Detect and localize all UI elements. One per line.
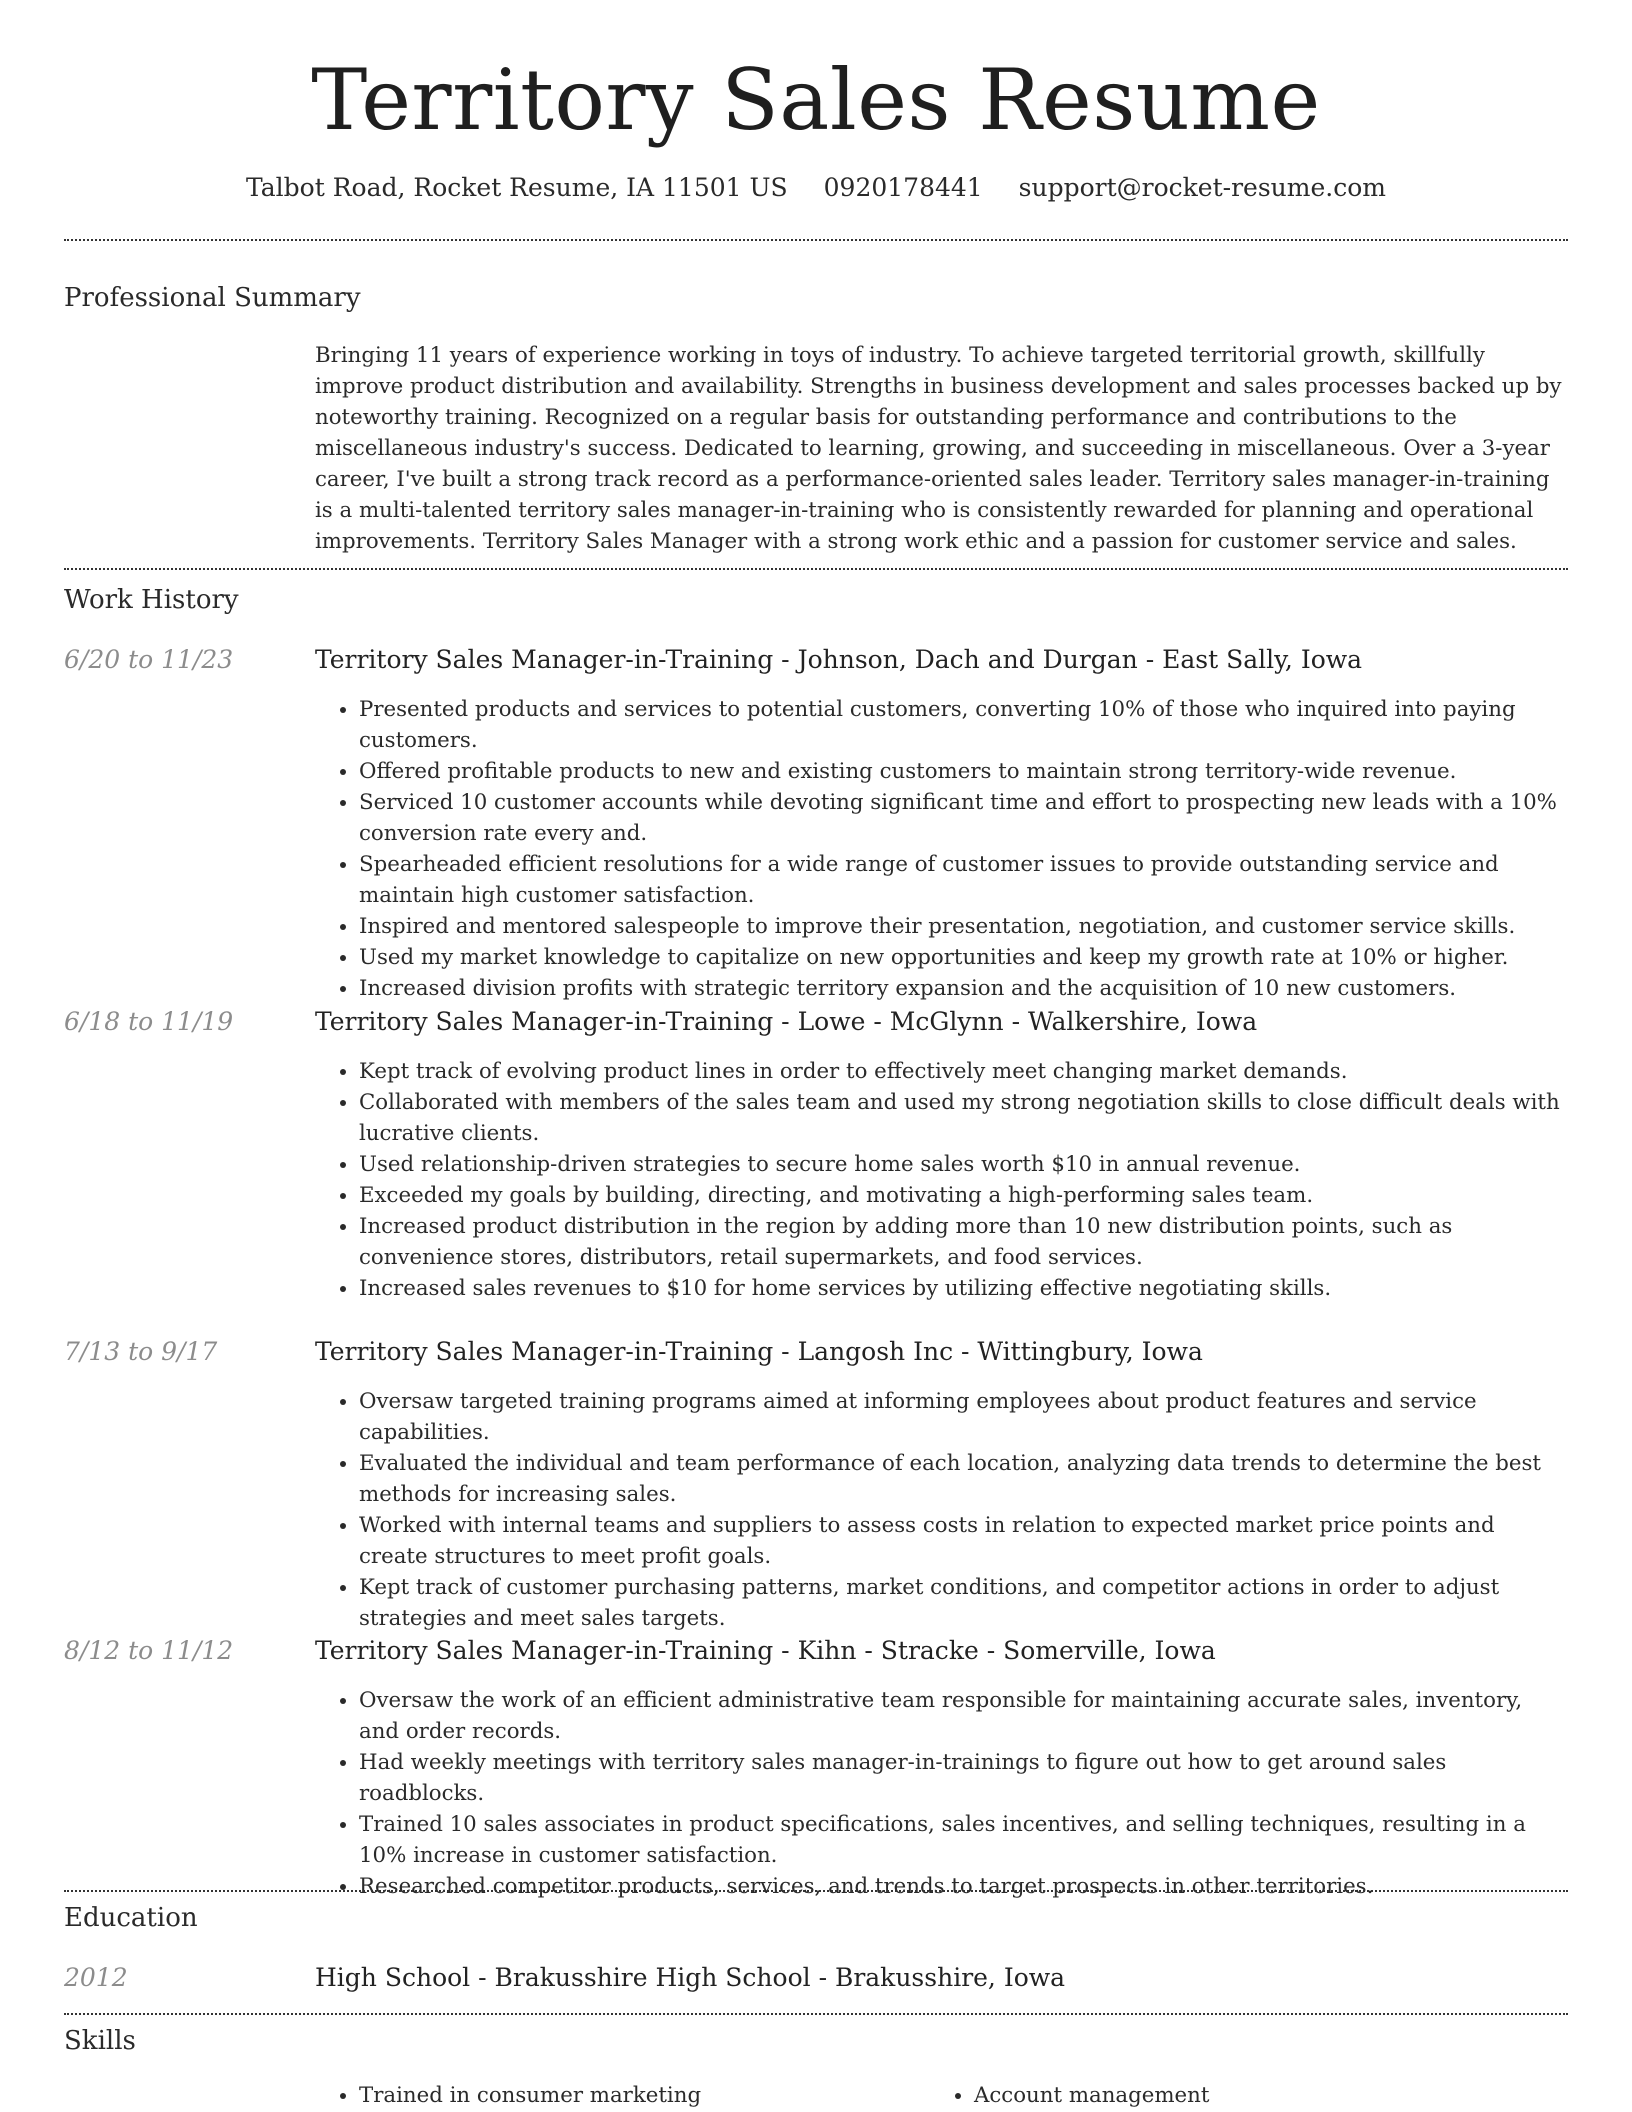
contact-address: Talbot Road, Rocket Resume, IA 11501 US (246, 173, 788, 202)
education-entry: High School - Brakusshire High School - Brakusshire, Iowa (315, 1963, 1066, 1992)
education-year: 2012 (64, 1963, 128, 1992)
job-bullet: • Evaluated the individual and team performance of each location, analyzing data trends to determine the best methods for increasing sales. (359, 1448, 1565, 1510)
job-bullets (315, 1386, 1565, 1634)
job-bullet: • Presented products and services to potential customers, converting 10% of those who inquired into paying customers. (359, 694, 1565, 756)
summary-heading: Professional Summary (64, 283, 361, 313)
job-dates: 6/18 to 11/19 (64, 1007, 234, 1036)
job-bullet: • Increased division profits with strategic territory expansion and the acquisition of 10 new customers. (359, 973, 1565, 1004)
contact-email: support@rocket-resume.com (1018, 173, 1386, 202)
job-title: Territory Sales Manager-in-Training - Lowe - McGlynn - Walkershire, Iowa (315, 1007, 1258, 1036)
job-bullet: • Oversaw targeted training programs aimed at informing employees about product features and service capabilities. (359, 1386, 1565, 1448)
job-bullets (315, 1056, 1565, 1304)
job-bullet: • Used relationship-driven strategies to secure home sales worth $10 in annual revenue. (359, 1149, 1565, 1180)
divider (64, 239, 1568, 241)
skills-heading: Skills (64, 2026, 136, 2056)
divider (64, 568, 1568, 570)
resume-title: Territory Sales Resume (311, 51, 1321, 149)
divider (64, 2013, 1568, 2015)
work-history-heading: Work History (64, 585, 239, 615)
job-dates: 6/20 to 11/23 (64, 645, 234, 674)
job-bullet: • Kept track of customer purchasing patterns, market conditions, and competitor actions in order to adjust strategies and meet sales targets. (359, 1572, 1565, 1634)
job-bullets (315, 694, 1565, 1004)
job-bullet: • Increased product distribution in the region by adding more than 10 new distribution points, such as convenience stores, distributors, retail supermarkets, and food services. (359, 1211, 1565, 1273)
job-bullets (315, 1685, 1565, 1902)
job-bullet: • Spearheaded efficient resolutions for a wide range of customer issues to provide outstanding service and maintain high customer satisfaction. (359, 849, 1565, 911)
job-bullet: • Used my market knowledge to capitalize on new opportunities and keep my growth rate at 10% or higher. (359, 942, 1565, 973)
job-bullet: • Serviced 10 customer accounts while devoting significant time and effort to prospecting new leads with a 10% conversion rate every and. (359, 787, 1565, 849)
skill-item: • Trained in consumer marketing (359, 2080, 930, 2111)
skills-list-right (930, 2080, 1545, 2111)
skill-item: • Account management (974, 2080, 1545, 2111)
job-bullet: • Inspired and mentored salespeople to improve their presentation, negotiation, and customer service skills. (359, 911, 1565, 942)
contact-line (0, 170, 1632, 206)
job-title: Territory Sales Manager-in-Training - Johnson, Dach and Durgan - East Sally, Iowa (315, 645, 1363, 674)
job-dates: 8/12 to 11/12 (64, 1636, 234, 1665)
job-dates: 7/13 to 9/17 (64, 1337, 218, 1366)
job-title: Territory Sales Manager-in-Training - Kihn - Stracke - Somerville, Iowa (315, 1636, 1216, 1665)
skills-list-left (315, 2080, 930, 2111)
summary-text: Bringing 11 years of experience working in toys of industry. To achieve targeted territorial growth, skillfully improve product distribution and availability. Strengths in business development and sales processes backed up by noteworthy training. Recognized on a regular basis for outstanding performance and contributions to the miscellaneous industry's success. Dedicated to learning, growing, and succeeding in miscellaneous. Over a 3-year career, I've built a strong track record as a performance-oriented sales leader. Territory sales manager-in-training is a multi-talented territory sales manager-in-training who is consistently rewarded for planning and operational improvements. Territory Sales Manager with a strong work ethic and a passion for customer service and sales. (315, 343, 1562, 554)
job-bullet: • Exceeded my goals by building, directing, and motivating a high-performing sales team. (359, 1180, 1565, 1211)
job-bullet: • Kept track of evolving product lines in order to effectively meet changing market demands. (359, 1056, 1565, 1087)
job-bullet: • Trained 10 sales associates in product specifications, sales incentives, and selling techniques, resulting in a 10% increase in customer satisfaction. (359, 1809, 1565, 1871)
job-bullet: • Researched competitor products, services, and trends to target prospects in other territories. (359, 1871, 1565, 1902)
job-bullet: • Offered profitable products to new and existing customers to maintain strong territory-wide revenue. (359, 756, 1565, 787)
contact-phone: 0920178441 (823, 173, 983, 202)
divider (64, 1890, 1568, 1892)
job-bullet: • Had weekly meetings with territory sales manager-in-trainings to figure out how to get around sales roadblocks. (359, 1747, 1565, 1809)
job-bullet: • Collaborated with members of the sales team and used my strong negotiation skills to close difficult deals with lucrative clients. (359, 1087, 1565, 1149)
job-bullet: • Oversaw the work of an efficient administrative team responsible for maintaining accurate sales, inventory, and order records. (359, 1685, 1565, 1747)
job-title: Territory Sales Manager-in-Training - Langosh Inc - Wittingbury, Iowa (315, 1337, 1203, 1366)
education-heading: Education (64, 1903, 198, 1933)
job-bullet: • Worked with internal teams and suppliers to assess costs in relation to expected market price points and create structures to meet profit goals. (359, 1510, 1565, 1572)
job-bullet: • Increased sales revenues to $10 for home services by utilizing effective negotiating skills. (359, 1273, 1565, 1304)
